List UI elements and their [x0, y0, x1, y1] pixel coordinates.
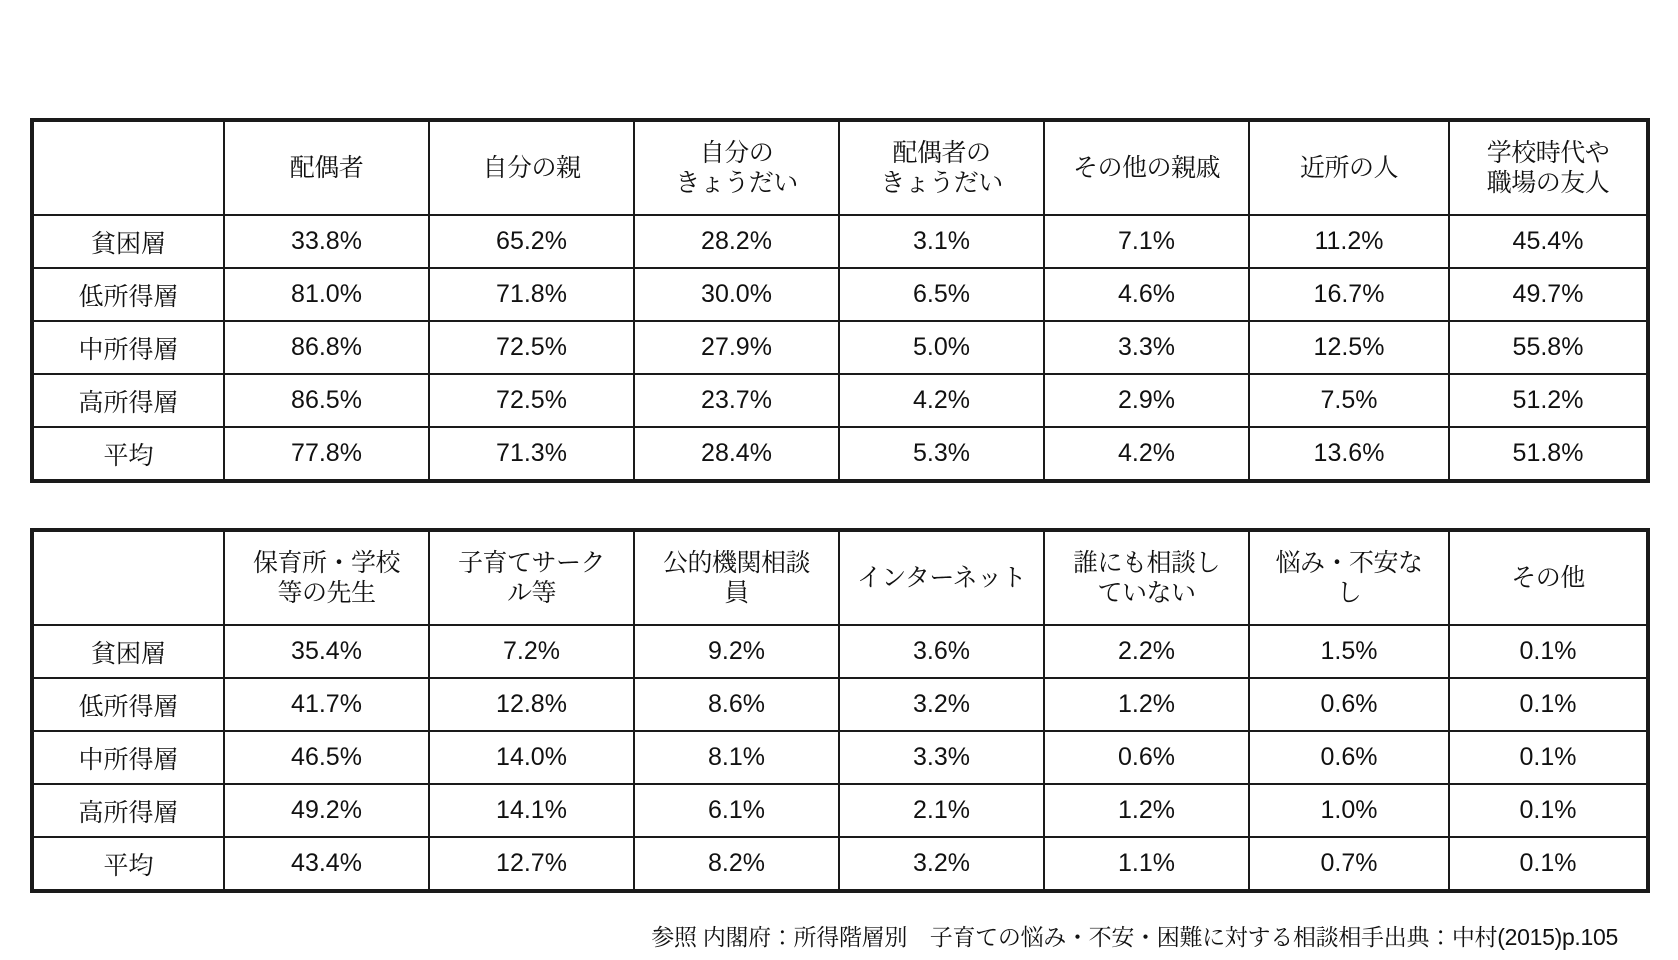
- table2-cell-0-0: 35.4%: [224, 625, 429, 678]
- table-consultation-partners-part2: [30, 528, 1650, 893]
- table1-cell-3-0: 86.5%: [224, 374, 429, 427]
- table1-col-header-5: 近所の人: [1249, 120, 1449, 215]
- table2-cell-4-3: 3.2%: [839, 837, 1044, 891]
- table-row: [32, 678, 1648, 731]
- table1-cell-3-6: 51.2%: [1449, 374, 1648, 427]
- table2-cell-1-3: 3.2%: [839, 678, 1044, 731]
- table2-cell-3-5: 1.0%: [1249, 784, 1449, 837]
- table2-cell-3-2: 6.1%: [634, 784, 839, 837]
- table1-cell-4-0: 77.8%: [224, 427, 429, 481]
- table2-cell-0-6: 0.1%: [1449, 625, 1648, 678]
- table2-row-label-0: 貧困層: [32, 625, 224, 678]
- table1-cell-3-3: 4.2%: [839, 374, 1044, 427]
- table-header-row: [32, 120, 1648, 215]
- table1-cell-4-6: 51.8%: [1449, 427, 1648, 481]
- table2-row-label-4: 平均: [32, 837, 224, 891]
- table1-cell-0-0: 33.8%: [224, 215, 429, 268]
- table1-body: [32, 215, 1648, 481]
- table2-cell-2-0: 46.5%: [224, 731, 429, 784]
- table2-col-header-6: その他: [1449, 530, 1648, 625]
- table1-cell-0-6: 45.4%: [1449, 215, 1648, 268]
- table2-cell-4-5: 0.7%: [1249, 837, 1449, 891]
- table2-cell-1-4: 1.2%: [1044, 678, 1249, 731]
- table1-cell-3-2: 23.7%: [634, 374, 839, 427]
- table2-cell-2-4: 0.6%: [1044, 731, 1249, 784]
- table1-cell-3-1: 72.5%: [429, 374, 634, 427]
- table2-corner-cell: [32, 530, 224, 625]
- table1-cell-2-6: 55.8%: [1449, 321, 1648, 374]
- table2-col-header-5: 悩み・不安な し: [1249, 530, 1449, 625]
- table2-cell-1-6: 0.1%: [1449, 678, 1648, 731]
- table1-row-label-3: 高所得層: [32, 374, 224, 427]
- table1-cell-0-2: 28.2%: [634, 215, 839, 268]
- table-row: [32, 374, 1648, 427]
- table1-cell-2-5: 12.5%: [1249, 321, 1449, 374]
- table2-cell-4-4: 1.1%: [1044, 837, 1249, 891]
- table1-col-header-0: 配偶者: [224, 120, 429, 215]
- table1-col-header-6: 学校時代や 職場の友人: [1449, 120, 1648, 215]
- table-row: [32, 625, 1648, 678]
- table1-cell-0-1: 65.2%: [429, 215, 634, 268]
- table-row: [32, 784, 1648, 837]
- table2-cell-1-2: 8.6%: [634, 678, 839, 731]
- table1-cell-0-5: 11.2%: [1249, 215, 1449, 268]
- table1-cell-4-1: 71.3%: [429, 427, 634, 481]
- table1-cell-4-3: 5.3%: [839, 427, 1044, 481]
- table2-cell-4-2: 8.2%: [634, 837, 839, 891]
- table1-cell-4-2: 28.4%: [634, 427, 839, 481]
- table2-row-label-2: 中所得層: [32, 731, 224, 784]
- table1-cell-3-4: 2.9%: [1044, 374, 1249, 427]
- table2-cell-2-2: 8.1%: [634, 731, 839, 784]
- table1-cell-2-4: 3.3%: [1044, 321, 1249, 374]
- table2-cell-3-1: 14.1%: [429, 784, 634, 837]
- table2-cell-0-4: 2.2%: [1044, 625, 1249, 678]
- table1-cell-0-4: 7.1%: [1044, 215, 1249, 268]
- table2-header: [32, 530, 1648, 625]
- table1-cell-3-5: 7.5%: [1249, 374, 1449, 427]
- table-row: [32, 427, 1648, 481]
- table-row: [32, 837, 1648, 891]
- table1-cell-0-3: 3.1%: [839, 215, 1044, 268]
- table-gap-divider: [30, 483, 1648, 528]
- table1-cell-2-1: 72.5%: [429, 321, 634, 374]
- table2-cell-4-6: 0.1%: [1449, 837, 1648, 891]
- table2-body: [32, 625, 1648, 891]
- source-caption: 参照 内閣府：所得階層別 子育ての悩み・不安・困難に対する相談相手出典：中村(2015)p.105: [651, 924, 1618, 950]
- table2-cell-0-2: 9.2%: [634, 625, 839, 678]
- table1-cell-4-4: 4.2%: [1044, 427, 1249, 481]
- table1-cell-1-6: 49.7%: [1449, 268, 1648, 321]
- table2-cell-3-6: 0.1%: [1449, 784, 1648, 837]
- table2-cell-2-5: 0.6%: [1249, 731, 1449, 784]
- table-header-row: [32, 530, 1648, 625]
- table2-cell-0-3: 3.6%: [839, 625, 1044, 678]
- table1-col-header-4: その他の親戚: [1044, 120, 1249, 215]
- table1-cell-1-2: 30.0%: [634, 268, 839, 321]
- table2-cell-4-1: 12.7%: [429, 837, 634, 891]
- table2-cell-2-6: 0.1%: [1449, 731, 1648, 784]
- table2-cell-0-1: 7.2%: [429, 625, 634, 678]
- table1-cell-2-2: 27.9%: [634, 321, 839, 374]
- table1-row-label-1: 低所得層: [32, 268, 224, 321]
- table2-col-header-2: 公的機関相談 員: [634, 530, 839, 625]
- table1-cell-4-5: 13.6%: [1249, 427, 1449, 481]
- table1-row-label-4: 平均: [32, 427, 224, 481]
- table1-col-header-3: 配偶者の きょうだい: [839, 120, 1044, 215]
- table1-row-label-0: 貧困層: [32, 215, 224, 268]
- table-row: [32, 321, 1648, 374]
- table2-col-header-3: インターネット: [839, 530, 1044, 625]
- table1-header: [32, 120, 1648, 215]
- table2-cell-1-1: 12.8%: [429, 678, 634, 731]
- table1-cell-1-5: 16.7%: [1249, 268, 1449, 321]
- table2-cell-1-5: 0.6%: [1249, 678, 1449, 731]
- table2-cell-3-0: 49.2%: [224, 784, 429, 837]
- table1-cell-1-1: 71.8%: [429, 268, 634, 321]
- table2-row-label-3: 高所得層: [32, 784, 224, 837]
- table1-cell-1-0: 81.0%: [224, 268, 429, 321]
- table2-cell-2-3: 3.3%: [839, 731, 1044, 784]
- table-consultation-partners-part1: [30, 118, 1650, 483]
- table1-cell-1-4: 4.6%: [1044, 268, 1249, 321]
- table2-cell-1-0: 41.7%: [224, 678, 429, 731]
- table1-cell-2-0: 86.8%: [224, 321, 429, 374]
- table1-col-header-1: 自分の親: [429, 120, 634, 215]
- table1-row-label-2: 中所得層: [32, 321, 224, 374]
- table2-col-header-1: 子育てサーク ル等: [429, 530, 634, 625]
- table2-row-label-1: 低所得層: [32, 678, 224, 731]
- table2-cell-0-5: 1.5%: [1249, 625, 1449, 678]
- table2-cell-3-3: 2.1%: [839, 784, 1044, 837]
- table-row: [32, 731, 1648, 784]
- table2-col-header-4: 誰にも相談し ていない: [1044, 530, 1249, 625]
- table-row: [32, 268, 1648, 321]
- table-row: [32, 215, 1648, 268]
- table2-cell-4-0: 43.4%: [224, 837, 429, 891]
- table1-cell-2-3: 5.0%: [839, 321, 1044, 374]
- table1-cell-1-3: 6.5%: [839, 268, 1044, 321]
- table2-cell-3-4: 1.2%: [1044, 784, 1249, 837]
- table2-col-header-0: 保育所・学校 等の先生: [224, 530, 429, 625]
- table1-corner-cell: [32, 120, 224, 215]
- table1-col-header-2: 自分の きょうだい: [634, 120, 839, 215]
- table2-cell-2-1: 14.0%: [429, 731, 634, 784]
